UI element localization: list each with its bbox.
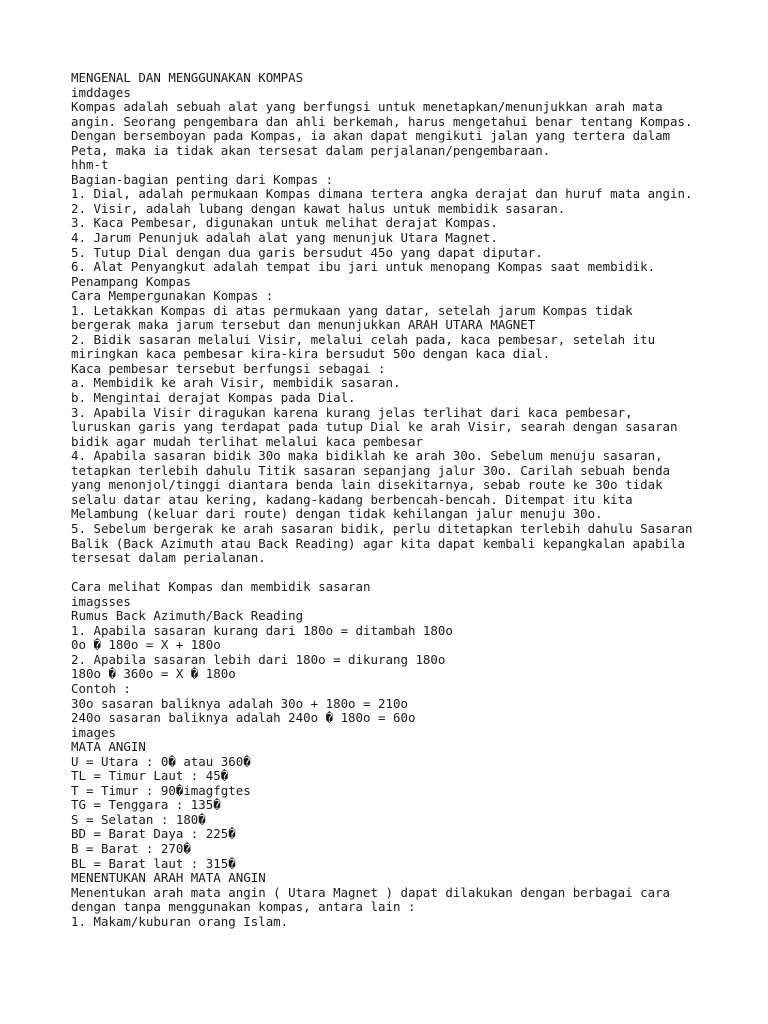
text-line: MENENTUKAN ARAH MATA ANGIN xyxy=(71,870,266,886)
text-line: b. Mengintai derajat Kompas pada Dial. xyxy=(71,390,356,406)
text-line: 3. Kaca Pembesar, digunakan untuk melihat derajat Kompas. xyxy=(71,215,498,231)
text-line: bidik agar mudah terlihat melalui kaca pembesar xyxy=(71,433,423,449)
text-line: hhm-t xyxy=(71,157,109,173)
text-line: Cara melihat Kompas dan membidik sasaran xyxy=(71,579,371,595)
text-line: 30o sasaran baliknya adalah 30o + 180o = 210o xyxy=(71,695,408,711)
text-line: Peta, maka ia tidak akan tersesat dalam perjalanan/pengembaraan. xyxy=(71,142,551,158)
text-line: images xyxy=(71,724,116,740)
text-line: tetapkan terlebih dahulu Titik sasaran sepanjang jalur 30o. Carilah sebuah benda xyxy=(71,462,671,478)
text-line: selalu datar atau kering, kadang-kadang berbencah-bencah. Ditempat itu kita xyxy=(71,491,633,507)
text-line: 6. Alat Penyangkut adalah tempat ibu jari untuk menopang Kompas saat membidik. xyxy=(71,259,656,275)
text-line: 240o sasaran baliknya adalah 240o � 180o = 60o xyxy=(71,710,416,726)
text-line: Rumus Back Azimuth/Back Reading xyxy=(71,608,304,624)
text-line: 2. Apabila sasaran lebih dari 180o = dikurang 180o xyxy=(71,651,446,667)
document-body xyxy=(71,71,761,929)
text-line: Bagian-bagian penting dari Kompas : xyxy=(71,171,334,187)
text-line: miringkan kaca pembesar kira-kira bersudut 50o dengan kaca dial. xyxy=(71,346,551,362)
text-line: Melambung (keluar dari route) dengan tidak kehilangan jalur menuju 30o. xyxy=(71,506,603,522)
text-line: TL = Timur Laut : 45� xyxy=(71,768,229,784)
text-line: Balik (Back Azimuth atau Back Reading) agar kita dapat kembali kepangkalan apabila xyxy=(71,535,686,551)
text-line: 4. Apabila sasaran bidik 30o maka bidiklah ke arah 30o. Sebelum menuju sasaran, xyxy=(71,448,663,464)
text-line: 5. Sebelum bergerak ke arah sasaran bidik, perlu ditetapkan terlebih dahulu Sasaran xyxy=(71,520,693,536)
text-line xyxy=(71,566,761,581)
text-line: Kompas adalah sebuah alat yang berfungsi untuk menetapkan/menunjukkan arah mata xyxy=(71,99,663,115)
text-line: imagsses xyxy=(71,593,131,609)
text-line: 0o � 180o = X + 180o xyxy=(71,637,221,653)
text-line: BL = Barat laut : 315� xyxy=(71,855,236,871)
text-line: MATA ANGIN xyxy=(71,739,146,755)
text-line: 5. Tutup Dial dengan dua garis bersudut 45o yang dapat diputar. xyxy=(71,244,543,260)
text-line: 3. Apabila Visir diragukan karena kurang jelas terlihat dari kaca pembesar, xyxy=(71,404,633,420)
text-line: yang menonjol/tinggi diantara benda lain disekitarnya, sebab route ke 30o tidak xyxy=(71,477,663,493)
text-line: S = Selatan : 180� xyxy=(71,811,206,827)
text-line: a. Membidik ke arah Visir, membidik sasaran. xyxy=(71,375,401,391)
text-line: B = Barat : 270� xyxy=(71,840,191,856)
text-line: tersesat dalam perialanan. xyxy=(71,550,266,566)
text-line: 1. Letakkan Kompas di atas permukaan yang datar, setelah jarum Kompas tidak xyxy=(71,302,633,318)
text-line: imddages xyxy=(71,84,131,100)
text-line: BD = Barat Daya : 225� xyxy=(71,826,236,842)
text-line: 1. Makam/kuburan orang Islam. xyxy=(71,913,289,929)
text-line: dengan tanpa menggunakan kompas, antara lain : xyxy=(71,899,416,915)
text-line: Penampang Kompas xyxy=(71,273,191,289)
text-line: 2. Bidik sasaran melalui Visir, melalui celah pada, kaca pembesar, setelah itu xyxy=(71,331,656,347)
text-line: bergerak maka jarum tersebut dan menunjukkan ARAH UTARA MAGNET xyxy=(71,317,536,333)
text-line: Cara Mempergunakan Kompas : xyxy=(71,288,274,304)
text-line: 180o � 360o = X � 180o xyxy=(71,666,236,682)
text-line: Menentukan arah mata angin ( Utara Magnet ) dapat dilakukan dengan berbagai cara xyxy=(71,884,671,900)
text-line: Contoh : xyxy=(71,680,131,696)
text-line: 1. Apabila sasaran kurang dari 180o = ditambah 180o xyxy=(71,622,453,638)
text-line: TG = Tenggara : 135� xyxy=(71,797,221,813)
text-line: luruskan garis yang terdapat pada tutup Dial ke arah Visir, searah dengan sasaran xyxy=(71,419,678,435)
text-line: 1. Dial, adalah permukaan Kompas dimana tertera angka derajat dan huruf mata angin. xyxy=(71,186,693,202)
text-line: 4. Jarum Penunjuk adalah alat yang menunjuk Utara Magnet. xyxy=(71,230,498,246)
text-line: U = Utara : 0� atau 360� xyxy=(71,753,251,769)
text-line: Kaca pembesar tersebut berfungsi sebagai : xyxy=(71,360,386,376)
text-line: Dengan bersemboyan pada Kompas, ia akan dapat mengikuti jalan yang tertera dalam xyxy=(71,128,671,144)
text-line: angin. Seorang pengembara dan ahli berkemah, harus mengetahui benar tentang Kompas. xyxy=(71,113,693,129)
text-line: T = Timur : 90�imagfgtes xyxy=(71,782,251,798)
text-line: MENGENAL DAN MENGGUNAKAN KOMPAS xyxy=(71,70,304,85)
text-line: 2. Visir, adalah lubang dengan kawat halus untuk membidik sasaran. xyxy=(71,200,566,216)
